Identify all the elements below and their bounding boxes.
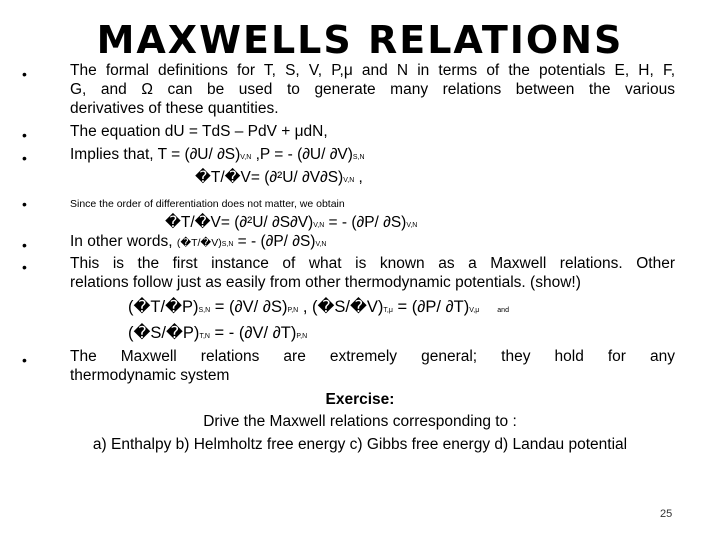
equation-3: (�T/�P)S,N = (∂V/ ∂S)P,N , (�S/�V)T,μ = (∂P/ ∂T)V,μ and <box>128 298 509 316</box>
bullet-1-line-2: G, and Ω can be used to generate many relations between the various <box>70 81 675 98</box>
bullet-3-marker: • <box>22 150 27 166</box>
exercise-line-1: Drive the Maxwell relations corresponding to : <box>203 413 517 430</box>
exercise-line-2: a) Enthalpy b) Helmholtz free energy c) Gibbs free energy d) Landau potential <box>92 436 628 453</box>
bullet-7-marker: • <box>22 352 27 368</box>
bullet-7-line-2: thermodynamic system <box>70 367 230 384</box>
bullet-1-marker: • <box>22 66 27 82</box>
page-number: 25 <box>660 508 673 520</box>
equation-2: �T/�V= (∂²U/ ∂S∂V)V,N = - (∂P/ ∂S)V,N <box>165 214 418 231</box>
exercise-label: Exercise: <box>325 391 395 408</box>
bullet-5-marker: • <box>22 237 27 253</box>
bullet-7-line-1: The Maxwell relations are extremely general; they hold for any <box>70 348 675 365</box>
bullet-4-marker: • <box>22 196 27 212</box>
bullet-3-text: Implies that, T = (∂U/ ∂S)V,N ,P = - (∂U/ ∂V)S,N <box>70 146 365 163</box>
bullet-4-text: Since the order of differentiation does not matter, we obtain <box>70 198 345 210</box>
bullet-6-marker: • <box>22 259 27 275</box>
equation-4: (�S/�P)T,N = - (∂V/ ∂T)P,N <box>128 324 308 342</box>
bullet-2-marker: • <box>22 127 27 143</box>
bullet-2-text: The equation dU = TdS – PdV + μdN, <box>70 123 328 140</box>
bullet-1-line-3: derivatives of these quantities. <box>70 100 279 117</box>
bullet-1-line-1: The formal definitions for T, S, V, P,μ and N in terms of the potentials E, H, F, <box>70 62 675 79</box>
bullet-5-text: In other words, (�T/�V)S,N = - (∂P/ ∂S)V,N <box>70 233 327 250</box>
bullet-6-line-1: This is the first instance of what is known as a Maxwell relations. Other <box>70 255 675 272</box>
equation-1: �T/�V= (∂²U/ ∂V∂S)V,N , <box>195 169 363 186</box>
bullet-6-line-2: relations follow just as easily from other thermodynamic potentials. (show!) <box>70 274 581 291</box>
slide-title: MAXWELLS RELATIONS <box>96 18 624 62</box>
